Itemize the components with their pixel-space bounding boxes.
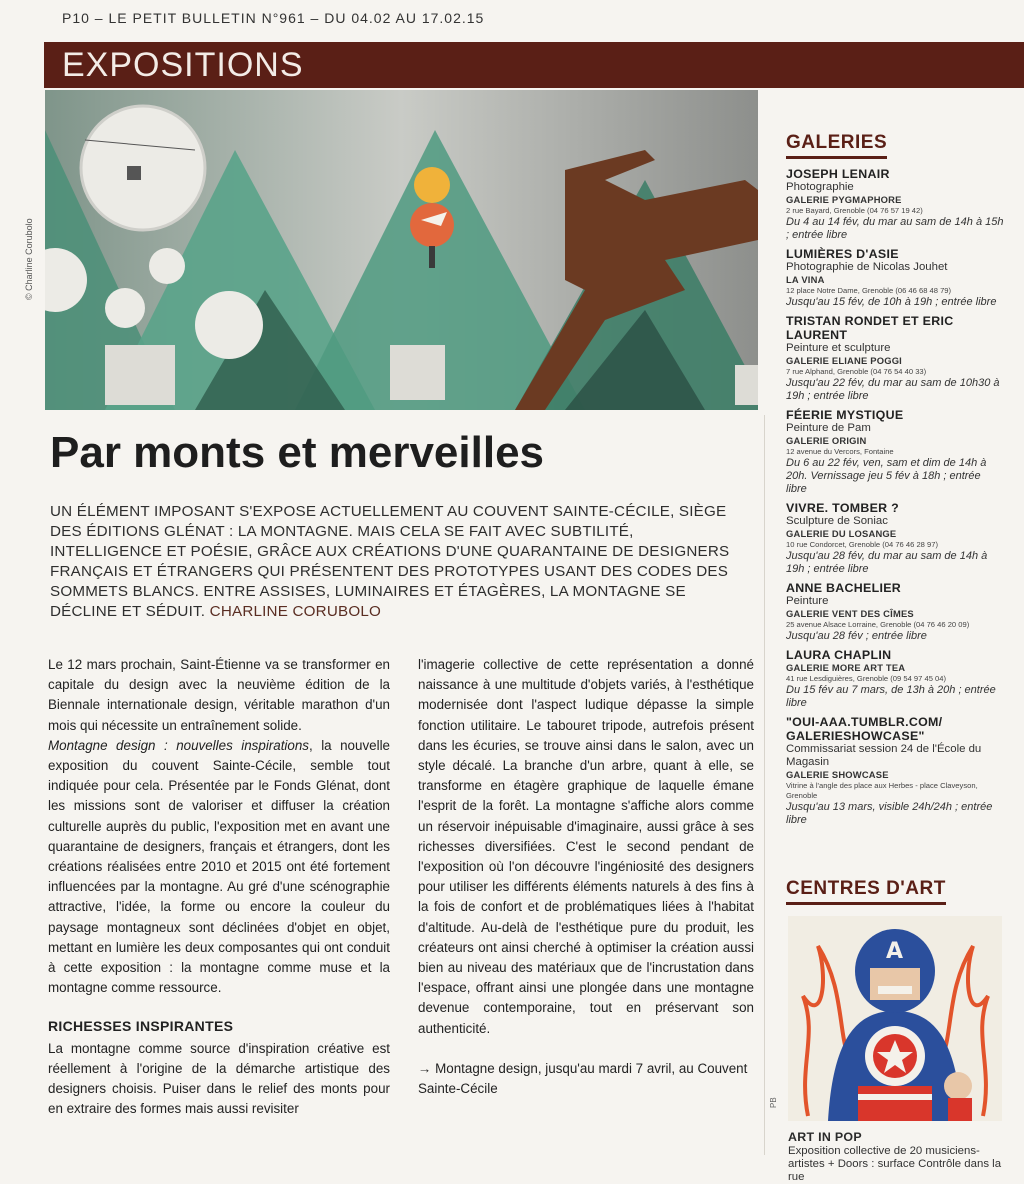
listing [786,247,1004,309]
body-column-2 [418,655,754,1099]
listing-dates: Jusqu'au 28 fév, du mar au sam de 14h à 19h ; entrée libre [786,550,988,575]
art-title: ART IN POP [788,1130,862,1144]
section-title: EXPOSITIONS [62,46,304,84]
listing [786,715,1004,827]
listing-type: Peinture [786,595,829,607]
listing-dates: Jusqu'au 15 fév, de 10h à 19h ; entrée libre [786,296,997,308]
paragraph-1-end: , la nouvelle exposition du couvent Sainte-Cécile, semble tout indiquée pour cela. Présentée par le Fonds Glénat, dont les missions sont de valoriser et diffuser la création culturelle auprès du public, l'exposition met en avant une quarantaine de designers, français et étrangers, dont les créations réalisées entre 2010 et 2015 ont été fortement influencées par la montagne. Au gré d'une scénographie attractive, l'idée, la forme ou encore la couleur du paysage montagneux sont déclinées d'objet en objet, mettant en lumière les deux composantes qui ont conduit à cette exposition : la montagne comme muse et la montagne comme ressource. [48,737,390,996]
listing-address: 2 rue Bayard, Grenoble (04 76 57 19 42) [786,206,923,215]
subhead: RICHESSES INSPIRANTES [48,1018,234,1035]
listing-venue: GALERIE MORE ART TEA [786,662,906,673]
paragraph-1-start: Le 12 mars prochain, Saint-Étienne va se transformer en capitale du design avec la neuvième édition de la Biennale internationale design, véritable marathon d'un mois qui nécessite un entraînement solide. [48,657,390,733]
body-column-1 [48,655,390,1119]
listing-name: VIVRE. TOMBER ? [786,501,900,515]
listing-venue: GALERIE DU LOSANGE [786,528,897,539]
listing-dates: Jusqu'au 22 fév, du mar au sam de 10h30 à 19h ; entrée libre [786,377,1000,402]
paragraph-3: l'imagerie collective de cette représentation a donné naissance à une multitude d'objets variés, à l'esthétique modernisée dont l'aspect ludique dépasse la simple fonction utilitaire. Le tabouret tripode, autrefois présent dans les écuries, se trouve ainsi dans le salon, avec un style décalé. La branche d'un arbre, quant à elle, se transforme en étagère graphique de laquelle émane l'esprit de la forêt. La montagne s'affiche alors comme un réservoir inépuisable d'imaginaire, aussi grâce à ses richesses diversifiées. C'est le second pendant de l'exposition où l'on découvre l'ingéniosité des designers pour utiliser les différents éléments naturels à des fins à la fois de confort et de problématiques liées à l'habitat d'altitude. Au-delà de l'esthétique pure du produit, les créateurs ont ainsi cherché à optimiser la création aussi bien au niveau des matériaux que de l'incrustation dans l'espace, offrant ainsi une plongée dans une montagne devenue contemporaine, tout en préservant son authenticité. [418,657,754,1036]
listing-name: JOSEPH LENAIR [786,167,890,181]
listing [786,581,1004,643]
listing [786,501,1004,576]
exhibition-photo [45,90,758,410]
listing-address: 7 rue Alphand, Grenoble (04 76 54 40 33) [786,367,927,376]
listing-venue: GALERIE VENT DES CÎMES [786,608,914,619]
listing-venue: GALERIE ELIANE POGGI [786,355,902,366]
listing-name: LAURA CHAPLIN [786,648,892,662]
listing-name: LUMIÈRES D'ASIE [786,247,899,261]
listing-address: 12 place Notre Dame, Grenoble (06 46 68 48 79) [786,286,952,295]
listing-address: 25 avenue Alsace Lorraine, Grenoble (04 76 46 20 09) [786,620,970,629]
listing-venue: GALERIE SHOWCASE [786,769,889,780]
listing-dates: Du 6 au 22 fév, ven, sam et dim de 14h à 20h. Vernissage jeu 5 fév à 18h ; entrée libre [786,457,987,495]
listing-venue: GALERIE ORIGIN [786,435,867,446]
exhibition-title: Montagne design : nouvelles inspirations [48,737,309,753]
photo-credit: © Charline Corubolo [24,218,34,300]
listing-type: Commissariat session 24 de l'École du Magasin [786,743,982,768]
listings [786,167,1004,827]
listing [786,167,1004,242]
listing-venue: GALERIE PYGMAPHORE [786,194,902,205]
running-head: P10 – LE PETIT BULLETIN N°961 – DU 04.02 AU 17.02.15 [62,10,485,26]
listing-dates: Du 4 au 14 fév, du mar au sam de 14h à 15h ; entrée libre [786,216,1004,241]
listing [786,408,1004,496]
listing-type: Peinture et sculpture [786,342,891,354]
listing-type: Peinture de Pam [786,422,871,434]
sidebar-galeries [786,132,1004,832]
lede-text: UN ÉLÉMENT IMPOSANT S'EXPOSE ACTUELLEMENT AU COUVENT SAINTE-CÉCILE, SIÈGE DES ÉDITIONS GLÉNAT : LA MONTAGNE. MAIS CELA SE FAIT AVEC SUBTILITÉ, INTELLIGENCE ET POÉSIE, GRÂCE AUX CRÉATIONS D'UNE QUARANTAINE DE DESIGNERS FRANÇAIS ET ÉTRANGERS QUI PRÉSENTENT DES PROTOTYPES USANT DES CODES DES SOMMETS BLANCS. ENTRE ASSISES, LUMINAIRES ET ÉTAGÈRES, LA MONTAGNE SE DÉCLINE ET SÉDUIT. [50,503,730,620]
lede [50,502,740,622]
listing-dates: Jusqu'au 13 mars, visible 24h/24h ; entrée libre [786,801,993,826]
paragraph-2: La montagne comme source d'inspiration créative est réellement à l'origine de la démarche artistique des designers choisis. Puiser dans le relief des monts pour en extraire des formes mais aussi revisiter [48,1040,390,1117]
listing [786,648,1004,710]
exhibition-photo-illustration [45,90,758,410]
page-mark: PB [769,1097,778,1108]
listing-name: ANNE BACHELIER [786,581,902,595]
galeries-heading: GALERIES [786,132,887,159]
listing-address: 41 rue Lesdiguières, Grenoble (09 54 97 45 04) [786,674,946,683]
listing-venue: LA VINA [786,274,825,285]
listing-name: TRISTAN RONDET ET ERIC LAURENT [786,314,954,342]
svg-text:A: A [886,939,904,964]
art-in-pop-illustration [788,916,1002,1121]
listing-address: Vitrine à l'angle des place aux Herbes - place Claveyson, Grenoble [786,781,978,800]
headline: Par monts et merveilles [50,428,545,477]
listing-type: Sculpture de Soniac [786,515,888,527]
listing-dates: Jusqu'au 28 fév ; entrée libre [786,630,927,642]
listing-address: 12 avenue du Vercors, Fontaine [786,447,894,456]
listing-address: 10 rue Condorcet, Grenoble (04 76 46 28 97) [786,540,938,549]
listing-type: Photographie de Nicolas Jouhet [786,261,948,273]
art-description: Exposition collective de 20 musiciens-artistes + Doors : surface Contrôle dans la rue [788,1145,1002,1183]
superhero-drawing [788,916,1002,1121]
byline: CHARLINE CORUBOLO [209,603,381,620]
listing-name: "OUI-AAA.TUMBLR.COM/ GALERIESHOWCASE" [786,715,943,743]
centres-heading: CENTRES D'ART [786,878,946,905]
listing [786,314,1004,403]
listing-type: Photographie [786,181,854,193]
column-rule [764,415,765,1155]
listing-dates: Du 15 fév au 7 mars, de 13h à 20h ; entrée libre [786,684,996,709]
listing-name: FÉERIE MYSTIQUE [786,408,904,422]
exhibition-info: → Montagne design, jusqu'au mardi 7 avril, au Couvent Sainte-Cécile [418,1060,748,1097]
paragraph-1 [48,655,390,998]
